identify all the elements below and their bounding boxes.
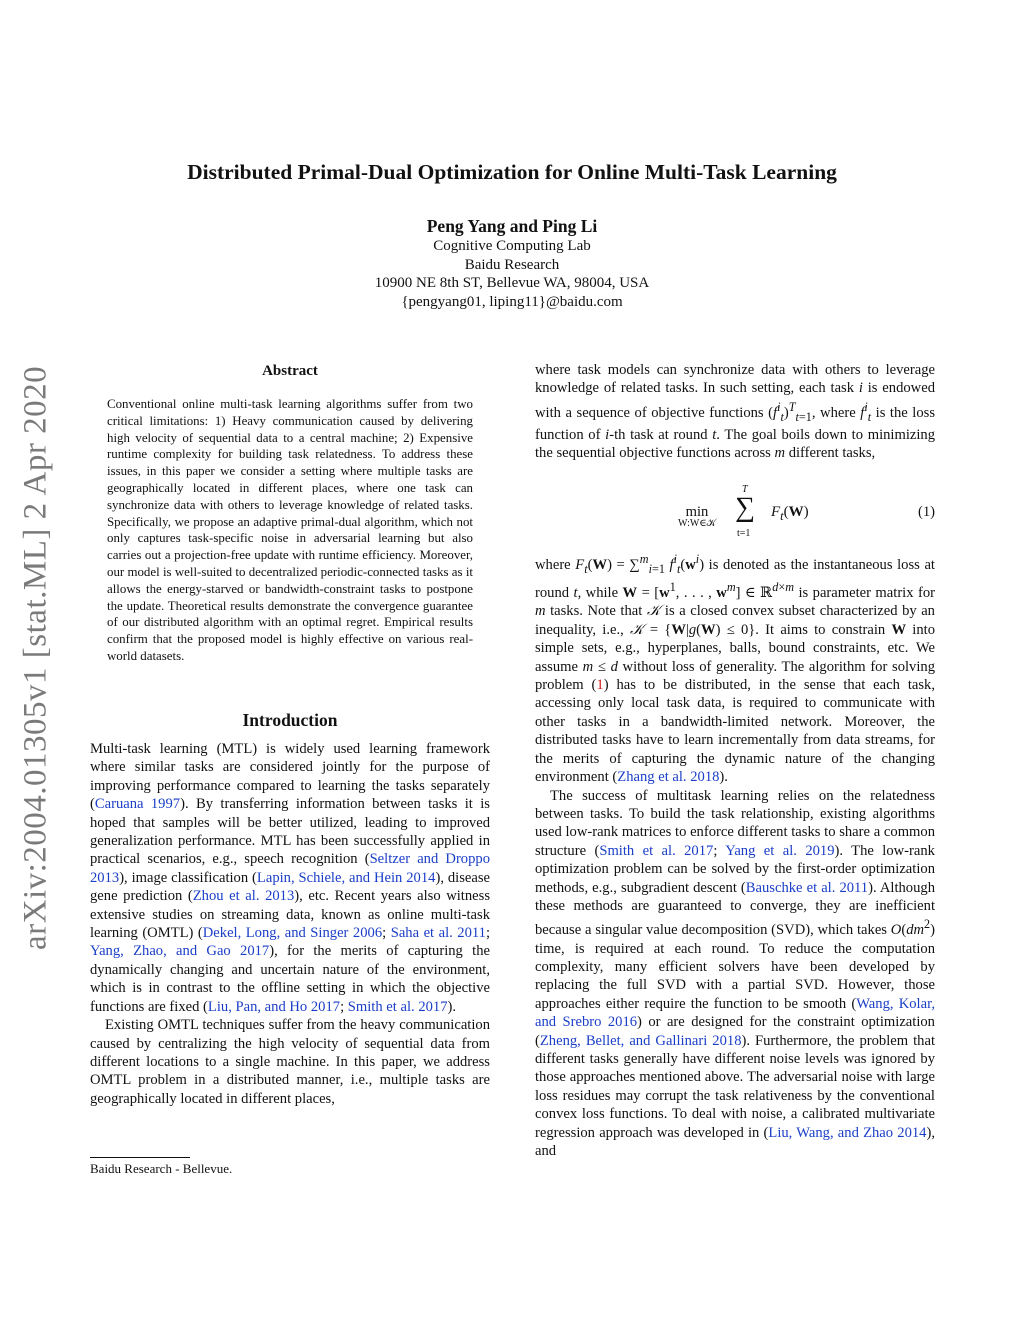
right-column-bottom [535,550,935,1160]
right-paragraph-1: where $F_t(W) = \sum^m_{i=1}$ $f^i_t(w^i)$ is denoted as the instantaneous loss at round t, while $W = [w^1$, . . . , $w^m$] ∈ ℝ$^{d\times m}$ is parameter matrix for m tasks. Note that 𝒦 is a closed convex subset characterized by an inequality, i.e., 𝒦 = {W|g(W) ≤ 0}. It aims to constrain W into simple sets, e.g., hyperplanes, balls, bound constraints, etc. We assume m ≤ d without loss of generality. The algorithm for solving problem (1) has to be distributed, in the sense that each task, accessing only local task data, is required to communicate with other tasks in a bandwidth-limited network. Moreover, the distributed tasks have to learn incrementally from data streams, for the merits of capturing the dynamic nature of the changing environment (Zhang et al. 2018). [535,552,935,786]
equation-1 [535,480,935,546]
paper-authors: Peng Yang and Ping Li [426,216,598,236]
equation-body [667,484,867,544]
citation-link[interactable]: Zhang et al. 2018 [617,769,720,786]
intro-paragraph-1: Multi-task learning (MTL) is widely used learning framework where similar tasks are considered jointly for the purpose of improving performance compared to learning the tasks separately (Caruana 1997). By transferring information between tasks it is hoped that samples will be better utilized, leading to improved generalization performance. MTL has been successfully applied in practical scenarios, e.g., speech recognition (Seltzer and Droppo 2013), image classification (Lapin, Schiele, and Hein 2014), disease gene prediction (Zhou et al. 2013), etc. Recent years also witness extensive studies on streaming data, known as online multi-task learning (OMTL) (Dekel, Long, and Singer 2006; Saha et al. 2011; Yang, Zhao, and Gao 2017), for the merits of capturing the dynamically changing and uncertain nature of the environment, which is in contrast to the offline setting in which the objective functions are fixed (Liu, Pan, and Ho 2017; Smith et al. 2017). [90,741,491,1015]
citation-link[interactable]: Liu, Pan, and Ho 2017 [207,998,341,1015]
citation-link[interactable]: Liu, Wang, and Zhao 2014 [768,1124,927,1141]
sum-symbol: ∑ [735,492,755,523]
equation-term: $F_t(W)$ [771,504,809,523]
sum-lower-limit: t=1 [737,528,751,539]
equation-min: min W:W∈𝒦 [678,504,716,529]
introduction-heading: Introduction [242,710,338,730]
citation-link[interactable]: Smith et al. 2017 [599,842,714,859]
affiliation-email: {pengyang01, liping11}@baidu.com [401,293,623,310]
citation-link[interactable]: Zheng, Bellet, and Gallinari 2018 [539,1032,742,1049]
affiliation-address: 10900 NE 8th ST, Bellevue WA, 98004, USA [374,275,650,291]
footnote-rule [90,1157,190,1158]
citation-link[interactable]: Yang et al. 2019 [725,842,835,859]
sum-upper-limit: T [742,484,748,495]
citation-link[interactable]: Caruana 1997 [94,796,181,813]
footnote: Baidu Research - Bellevue. [90,1161,233,1176]
affiliation-org: Baidu Research [464,256,560,273]
abstract-heading: Abstract [262,363,318,379]
introduction-body [90,740,490,1108]
equation-number: (1) [917,504,935,520]
citation-link[interactable]: Saha et al. 2011 [390,925,486,942]
citation-link[interactable]: Lapin, Schiele, and Hein 2014 [256,869,436,886]
citation-link[interactable]: Seltzer and Droppo 2013 [90,851,490,886]
citation-link[interactable]: Zhou et al. 2013 [192,888,295,905]
citation-link[interactable]: Wang, Kolar, and Srebro 2016 [535,995,936,1031]
citation-link[interactable]: Smith et al. 2017 [347,998,448,1015]
paper-title: Distributed Primal-Dual Optimization for Online Multi-Task Learning [187,160,837,184]
citation-link[interactable]: Bauschke et al. 2011 [745,879,869,896]
citation-link[interactable]: Dekel, Long, and Singer 2006 [202,925,383,942]
citation-link[interactable]: Yang, Zhao, and Gao 2017 [90,943,270,960]
arxiv-identifier: arXiv:2004.01305v1 [stat.ML] 2 Apr 2020 [17,365,54,950]
right-column-top [535,361,935,463]
equation-reference-link[interactable]: 1 [596,677,604,694]
right-paragraph-0: where task models can synchronize data with others to leverage knowledge of related tasks. In such setting, each task i is endowed with a sequence of objective functions $(f^i_t)^T_{t=1}$, where $f^i_t$ is the loss function of i-th task at round t. The goal boils down to minimizing the sequential objective functions across m different tasks, [535,362,936,462]
abstract-body: Conventional online multi-task learning algorithms suffer from two critical limitations: 1) Heavy communication caused by delivering high velocity of sequential data to a central machine; 2) Expensive runtime complexity for building task relatedness. To address these issues, in this paper we consider a setting where multiple tasks are geographically located in different places, where one task can synchronize data with others to leverage knowledge of related tasks. Specifically, we propose an adaptive primal-dual algorithm, which not only captures task-specific noise in adversarial learning but also carries out a projection-free update with runtime efficiency. Moreover, our model is well-suited to decentralized periodic-connected tasks as it allows the energy-starved or bandwidth-constraint tasks to postpone the update. Theoretical results demonstrate the convergence guarantee of our distributed algorithm with an optimal regret. Empirical results confirm that the proposed model is highly effective on various real-world datasets. [107,397,473,663]
author-affiliation [0,237,1024,311]
intro-paragraph-2: Existing OMTL techniques suffer from the heavy communication caused by centralizing the high velocity of sequential data from different locations to a single machine. In this paper, we address OMTL problem in a distributed manner, i.e., multiple tasks are geographically located in different places, [90,1017,490,1107]
right-paragraph-2: The success of multitask learning relies on the relatedness between tasks. To build the task relationship, existing algorithms used low-rank matrices to enforce different tasks to share a common structure (Smith et al. 2017; Yang et al. 2019). The low-rank optimization problem can be solved by the first-order optimization methods, e.g., subgradient descent (Bauschke et al. 2011). Although these methods are guaranteed to converge, they are inefficient because a singular value decomposition (SVD), which takes $O(dm^2)$ time, is required at each round. To reduce the computation complexity, many efficient solvers have been developed by replacing the full SVD with a partial SVD. However, those approaches either require the function to be smooth (Wang, Kolar, and Srebro 2016) or are designed for the constraint optimization (Zheng, Bellet, and Gallinari 2018). Furthermore, the problem that different tasks generally have different noise levels was ignored by those approaches mentioned above. The adversarial noise with large loss residues may corrupt the task relativeness by the conventional convex loss functions. To deal with noise, a calibrated multivariate regression approach was developed in (Liu, Wang, and Zhao 2014), and [535,787,936,1160]
affiliation-lab: Cognitive Computing Lab [433,238,591,254]
